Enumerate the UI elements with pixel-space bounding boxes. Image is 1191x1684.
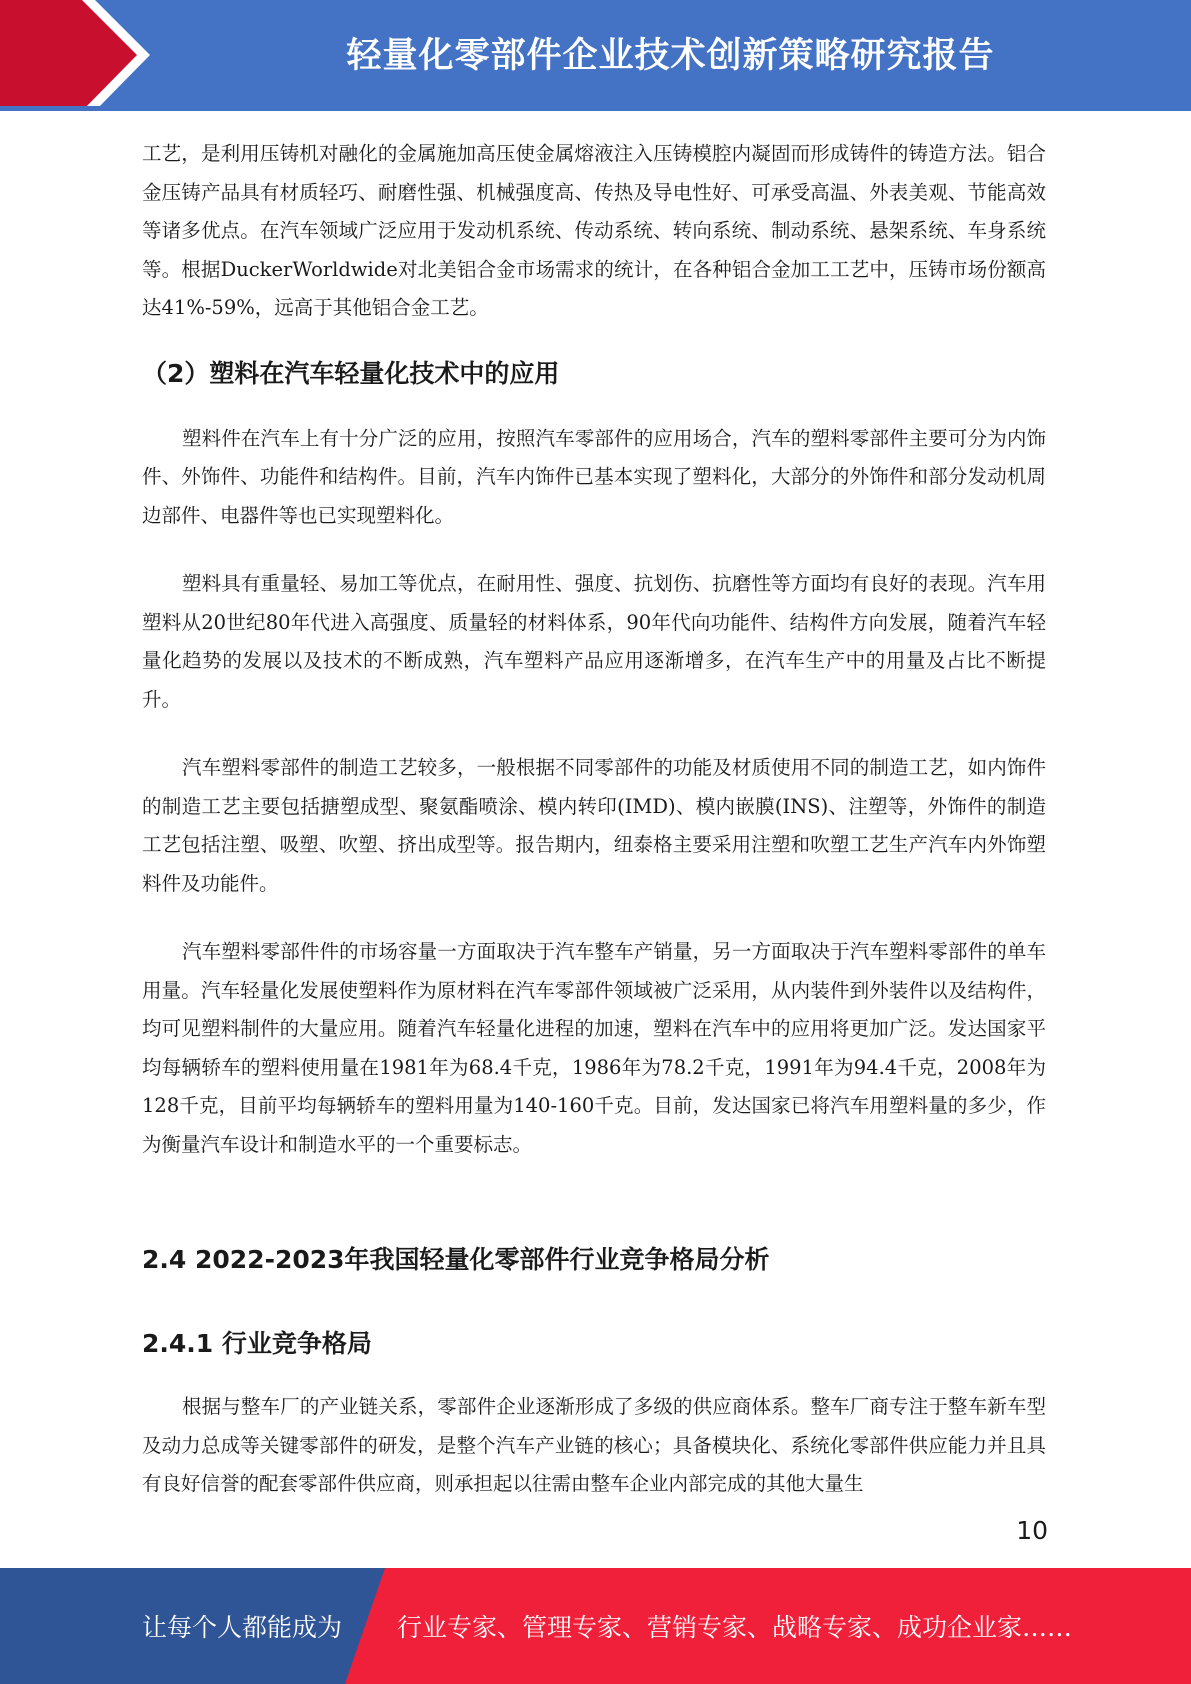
footer-slogan-right: 行业专家、管理专家、营销专家、战略专家、成功企业家…… [397, 1613, 1073, 1642]
body-paragraph: 塑料件在汽车上有十分广泛的应用，按照汽车零部件的应用场合，汽车的塑料零部件主要可分为内饰件、外饰件、功能件和结构件。目前，汽车内饰件已基本实现了塑料化，大部分的外饰件和部分发动机周边部件、电器件等也已实现塑料化。 [142, 426, 1046, 527]
body-paragraph: 汽车塑料零部件的制造工艺较多，一般根据不同零部件的功能及材质使用不同的制造工艺，如内饰件的制造工艺主要包括搪塑成型、聚氨酯喷涂、模内转印(IMD)、模内嵌膜(INS)、注塑等，外饰件的制造工艺包括注塑、吸塑、吹塑、挤出成型等。报告期内，纽泰格主要采用注塑和吹塑工艺生产汽车内外饰塑料件及功能件。 [142, 756, 1046, 895]
header-title: 轻量化零部件企业技术创新策略研究报告 [346, 36, 995, 76]
subsection-heading-plastics: （2）塑料在汽车轻量化技术中的应用 [142, 358, 560, 388]
subsection-heading: 2.4.1 行业竞争格局 [142, 1329, 372, 1358]
section-heading: 2.4 2022-2023年我国轻量化零部件行业竞争格局分析 [142, 1245, 770, 1274]
page-header [0, 0, 1191, 111]
body-paragraph: 工艺，是利用压铸机对融化的金属施加高压使金属熔液注入压铸模腔内凝固而形成铸件的铸造方法。铝合金压铸产品具有材质轻巧、耐磨性强、机械强度高、传热及导电性好、可承受高温、外表美观、节能高效等诸多优点。在汽车领域广泛应用于发动机系统、传动系统、转向系统、制动系统、悬架系统、车身系统等。根据DuckerWorldwide对北美铝合金市场需求的统计，在各种铝合金加工工艺中，压铸市场份额高达41%-59%，远高于其他铝合金工艺。 [142, 142, 1046, 319]
page-footer [0, 1568, 1191, 1684]
body-paragraph: 塑料具有重量轻、易加工等优点，在耐用性、强度、抗划伤、抗磨性等方面均有良好的表现。汽车用塑料从20世纪80年代进入高强度、质量轻的材料体系，90年代向功能件、结构件方向发展，随着汽车轻量化趋势的发展以及技术的不断成熟，汽车塑料产品应用逐渐增多，在汽车生产中的用量及占比不断提升。 [142, 572, 1046, 711]
body-paragraph: 根据与整车厂的产业链关系，零部件企业逐渐形成了多级的供应商体系。整车厂商专注于整车新车型及动力总成等关键零部件的研发，是整个汽车产业链的核心；具备模块化、系统化零部件供应能力并且具有良好信誉的配套零部件供应商，则承担起以往需由整车企业内部完成的其他大量生 [142, 1395, 1046, 1495]
footer-slogan-left: 让每个人都能成为 [142, 1613, 343, 1642]
document-body [142, 135, 1046, 1504]
body-paragraph: 汽车塑料零部件件的市场容量一方面取决于汽车整车产销量，另一方面取决于汽车塑料零部件的单车用量。汽车轻量化发展使塑料作为原材料在汽车零部件领域被广泛采用，从内装件到外装件以及结构件，均可见塑料制件的大量应用。随着汽车轻量化进程的加速，塑料在汽车中的应用将更加广泛。发达国家平均每辆轿车的塑料使用量在1981年为68.4千克，1986年为78.2千克，1991年为94.4千克，2008年为128千克，目前平均每辆轿车的塑料用量为140-160千克。目前，发达国家已将汽车用塑料量的多少，作为衡量汽车设计和制造水平的一个重要标志。 [142, 940, 1046, 1156]
page-number: 10 [1016, 1516, 1048, 1545]
